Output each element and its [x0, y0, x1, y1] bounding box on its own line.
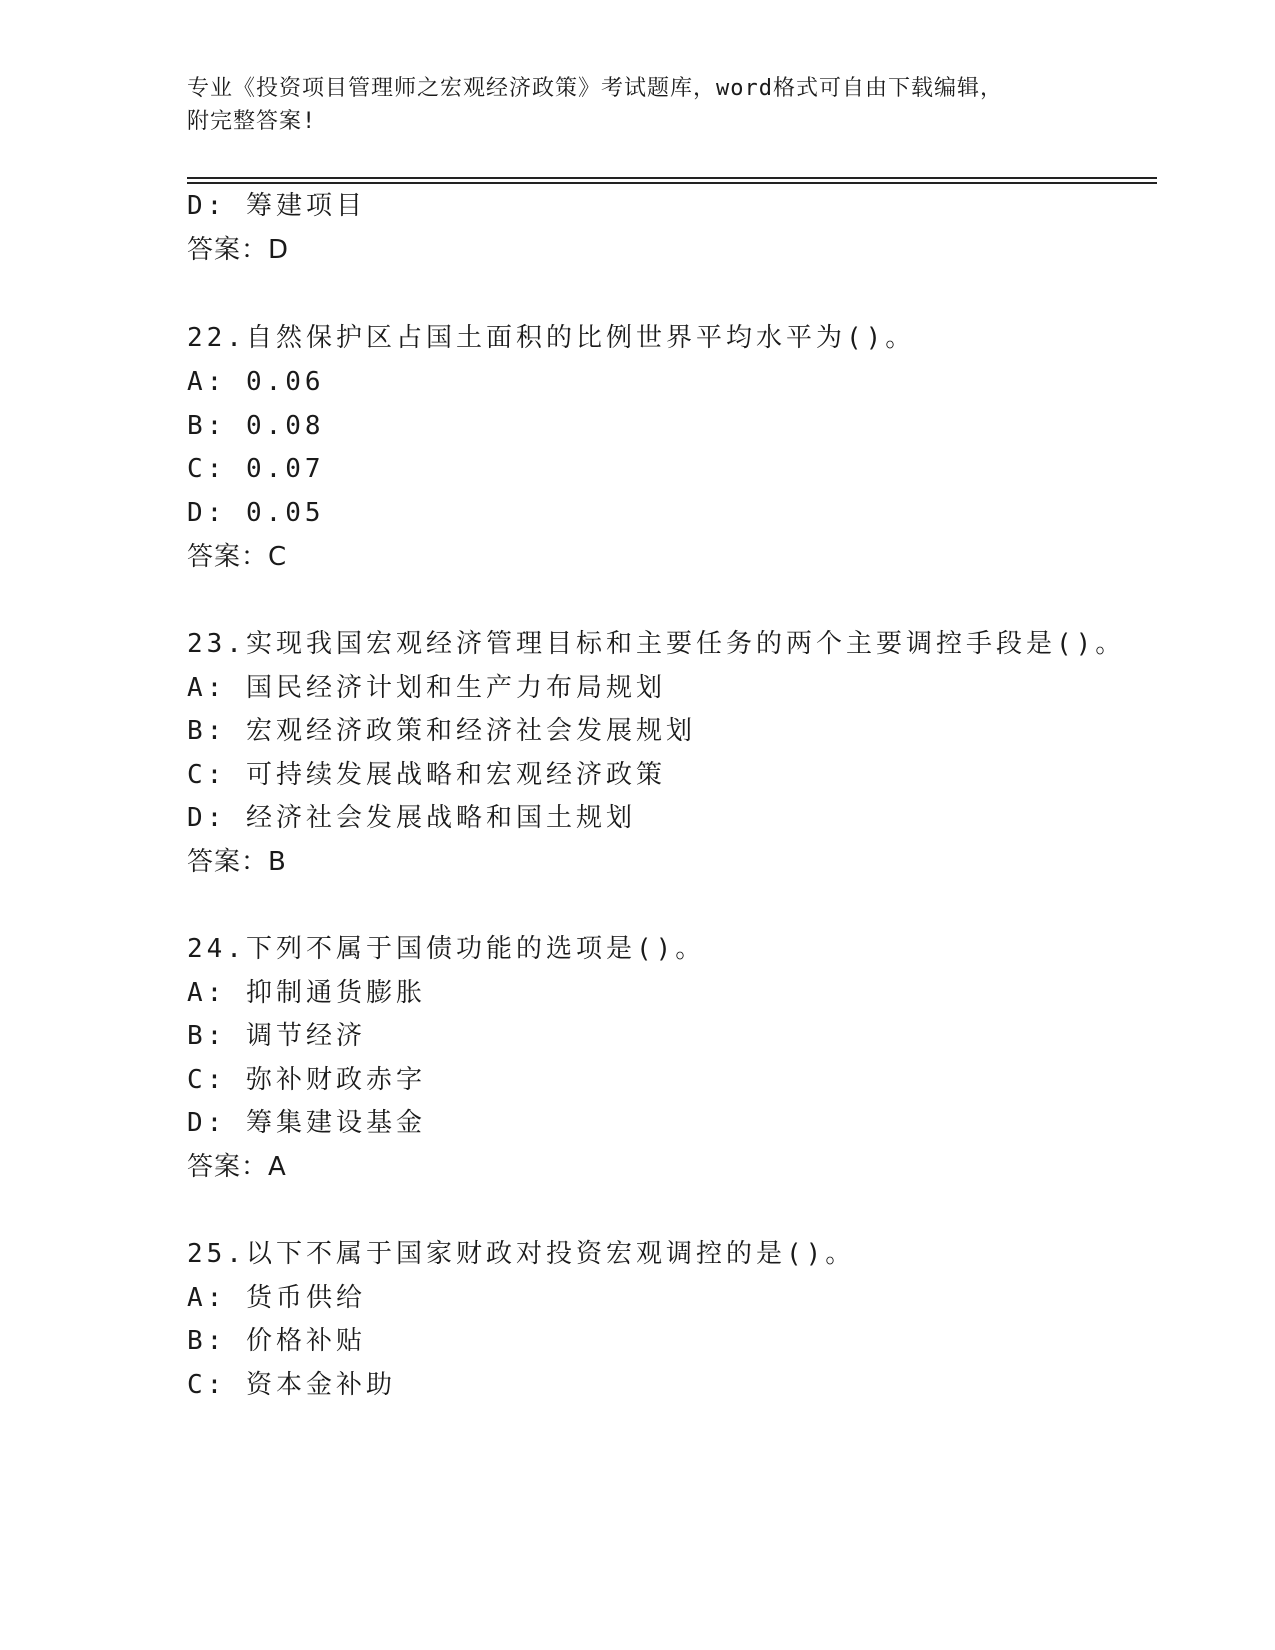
question-23-option-c: C: 可持续发展战略和宏观经济政策: [187, 760, 666, 790]
question-23-answer: 答案：B: [187, 847, 287, 877]
question-24-option-b: B: 调节经济: [187, 1021, 366, 1051]
question-25-option-c: C: 资本金补助: [187, 1370, 396, 1400]
prev-option-d: D: 筹建项目: [187, 191, 366, 221]
header-line-2: 附完整答案!: [187, 109, 317, 134]
header-rule-bottom: [187, 182, 1157, 184]
header-rule-top: [187, 177, 1157, 179]
question-24-option-c: C: 弥补财政赤字: [187, 1065, 426, 1095]
question-22-option-d: D: 0.05: [187, 498, 325, 528]
document-header: [187, 72, 1087, 138]
question-24-answer: 答案：A: [187, 1152, 287, 1182]
question-25-option-a: A: 货币供给: [187, 1283, 366, 1313]
question-23-option-b: B: 宏观经济政策和经济社会发展规划: [187, 716, 696, 746]
question-25-stem: 25.以下不属于国家财政对投资宏观调控的是()。: [187, 1239, 856, 1269]
question-22-stem: 22.自然保护区占国土面积的比例世界平均水平为()。: [187, 323, 916, 353]
question-23-option-a: A: 国民经济计划和生产力布局规划: [187, 673, 666, 703]
question-22-option-c: C: 0.07: [187, 454, 325, 484]
question-22-answer: 答案：C: [187, 542, 288, 572]
question-24-option-d: D: 筹集建设基金: [187, 1108, 426, 1138]
question-22-option-a: A: 0.06: [187, 367, 325, 397]
header-line-1: 专业《投资项目管理师之宏观经济政策》考试题库，word格式可自由下载编辑，: [187, 76, 1003, 101]
question-24-stem: 24.下列不属于国债功能的选项是()。: [187, 934, 706, 964]
question-22-option-b: B: 0.08: [187, 411, 325, 441]
question-23-option-d: D: 经济社会发展战略和国土规划: [187, 803, 636, 833]
question-23-stem: 23.实现我国宏观经济管理目标和主要任务的两个主要调控手段是()。: [187, 629, 1126, 659]
question-24-option-a: A: 抑制通货膨胀: [187, 978, 426, 1008]
question-25-option-b: B: 价格补贴: [187, 1326, 366, 1356]
prev-answer: 答案：D: [187, 235, 290, 265]
